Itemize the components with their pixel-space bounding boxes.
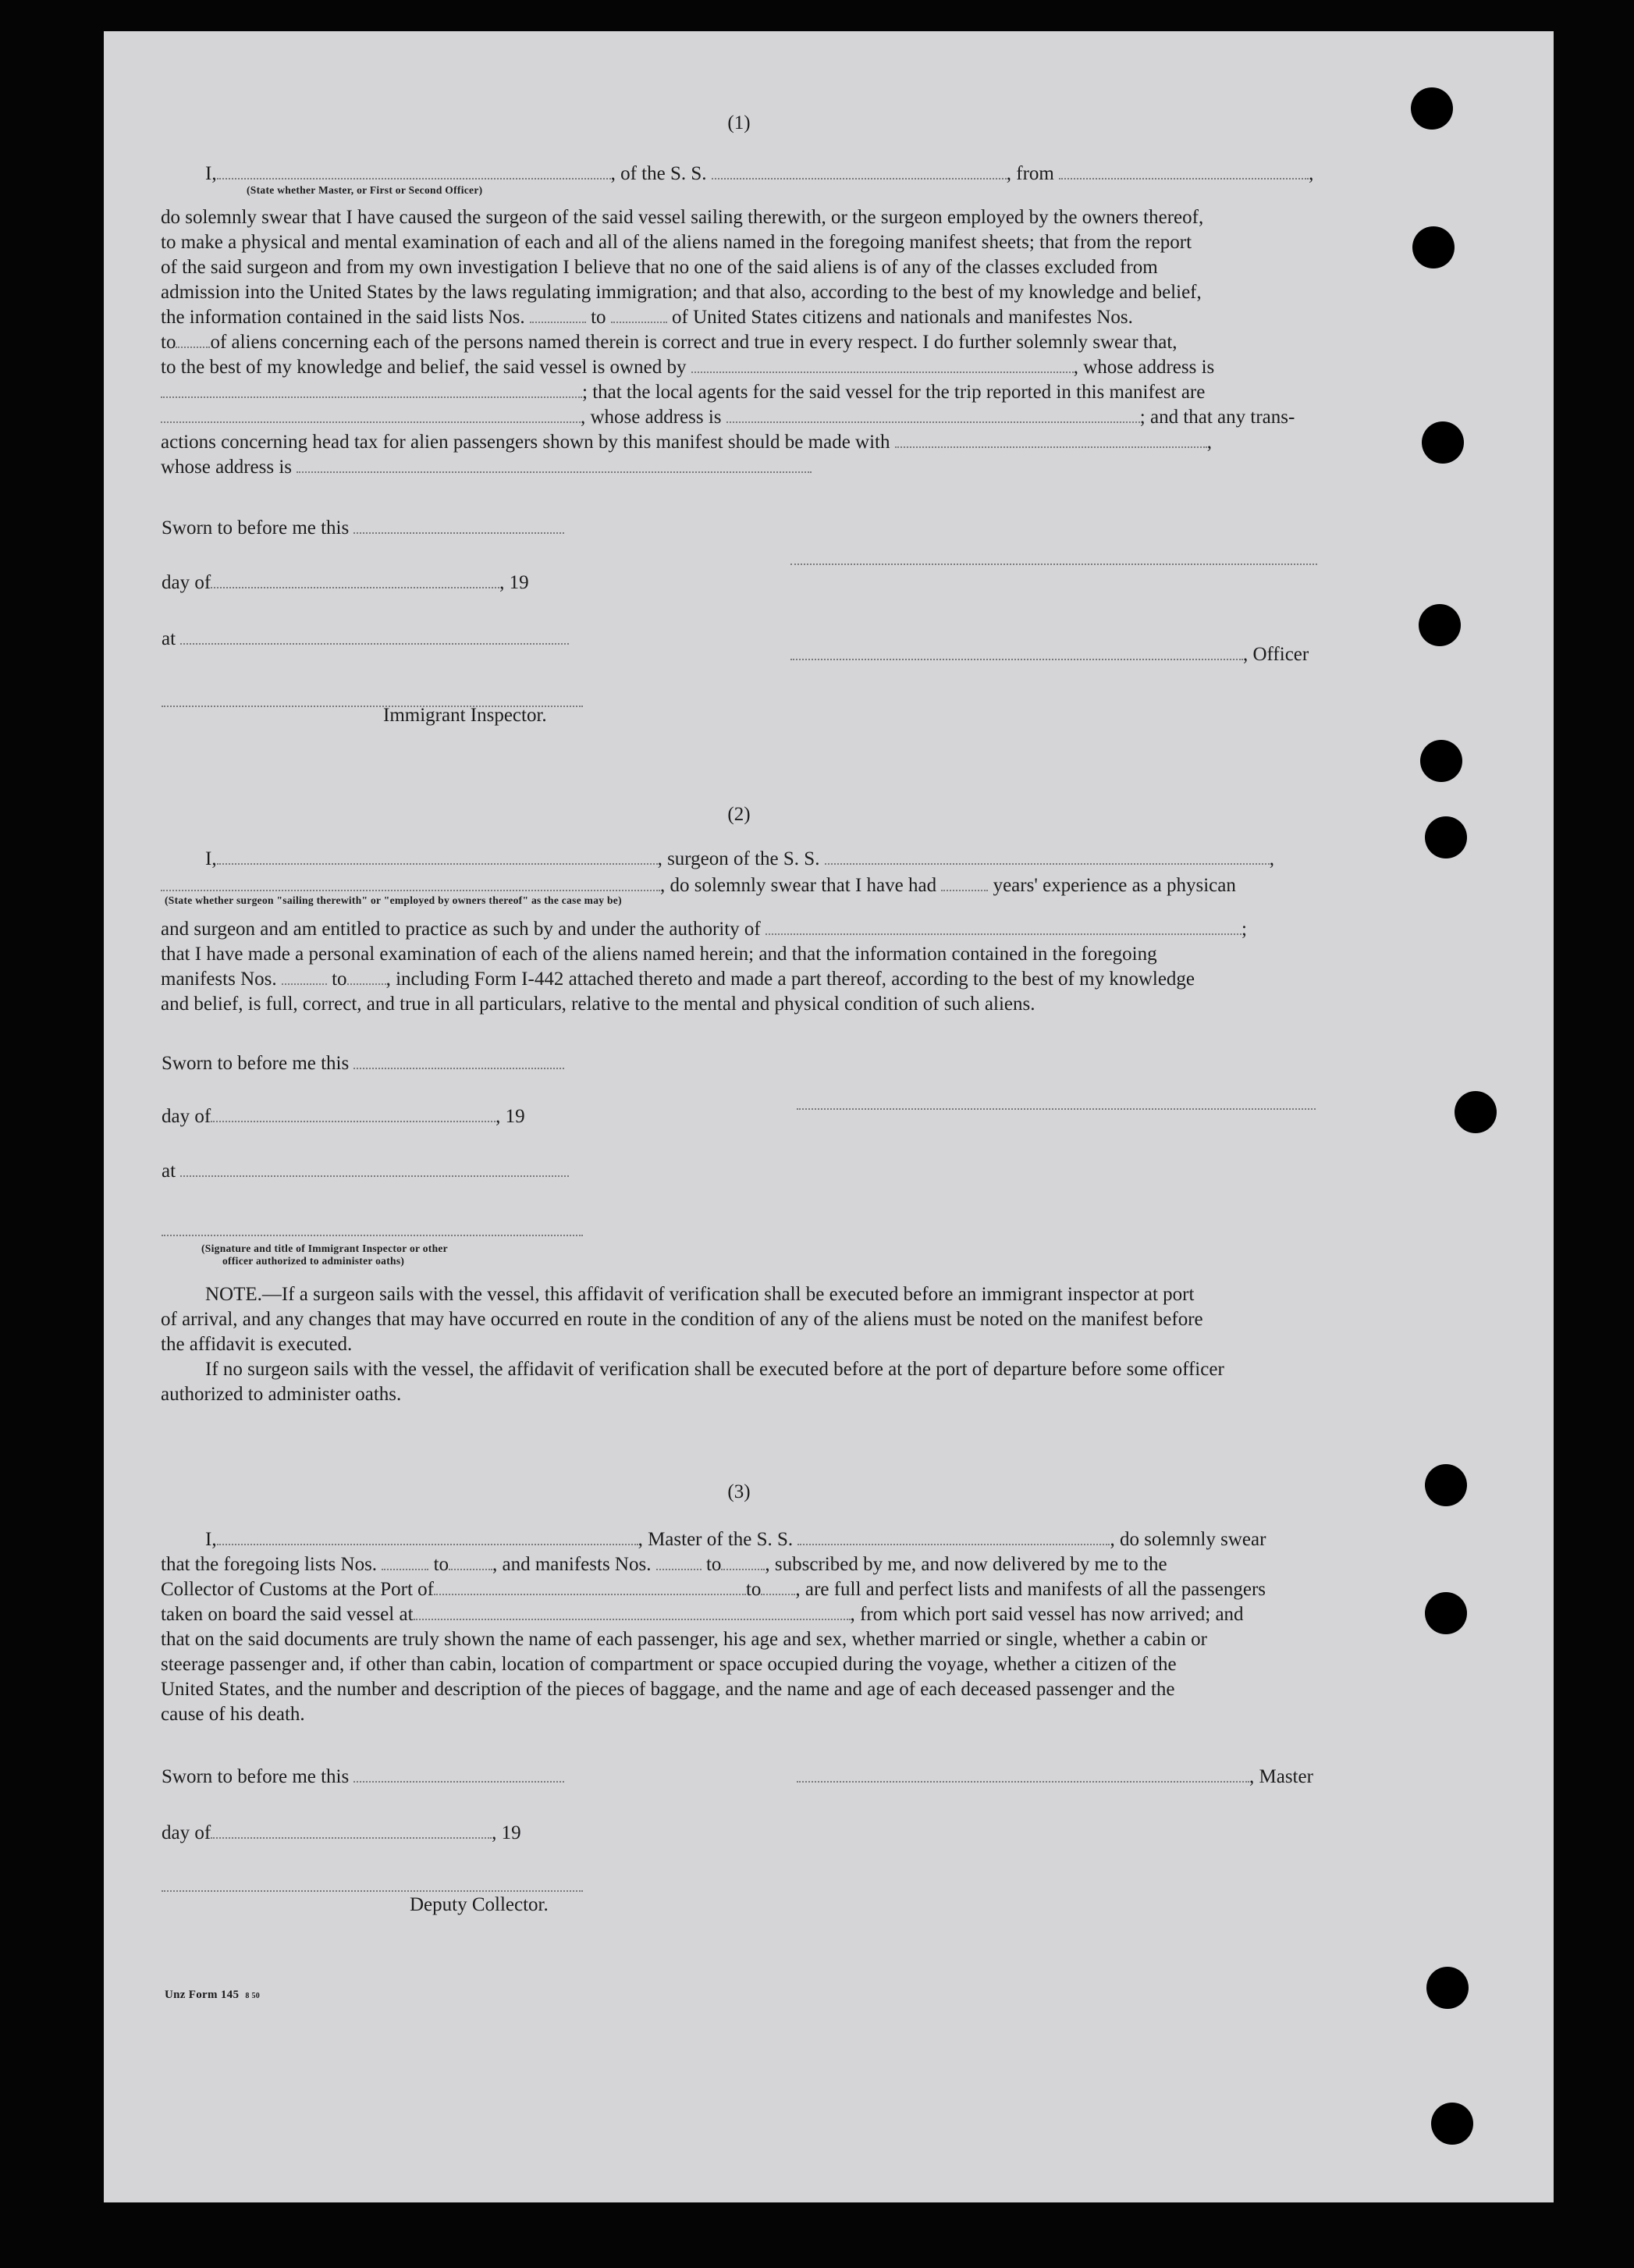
- s2-line-2: , do solemnly swear that I have had years' experience as a physican: [161, 874, 1236, 898]
- s3-line-4: taken on board the said vessel at , from which port said vessel has now arrived; and: [161, 1604, 1244, 1625]
- s2-surgeon-note: (State whether surgeon "sailing therewith" or "employed by owners thereof" as the case may be): [165, 894, 622, 906]
- s3-day-of: day of , 19: [162, 1822, 521, 1843]
- s1-line-9: ; that the local agents for the said vessel for the trip reported in this manifest are: [161, 381, 1205, 404]
- note-2-line-2: authorized to administer oaths.: [161, 1384, 402, 1405]
- binder-hole: [1411, 87, 1453, 130]
- s1-officer-note: (State whether Master, or First or Second Officer): [247, 184, 483, 196]
- note-2-line-1: If no surgeon sails with the vessel, the affidavit of verification shall be executed before at the port of departure before some officer: [205, 1359, 1224, 1380]
- s2-signature-line: [797, 1107, 1316, 1110]
- s1-signature-line: [790, 562, 1317, 565]
- binder-hole: [1420, 740, 1462, 782]
- s3-line-5: that on the said documents are truly shown the name of each passenger, his age and sex, whether married or single, whether a cabin or: [161, 1629, 1207, 1650]
- form-number: Unz Form 145 8 50: [165, 1989, 261, 2001]
- s1-line-4: of the said surgeon and from my own investigation I believe that no one of the said aliens is of any of the classes excluded from: [161, 257, 1158, 278]
- s3-line-1: I, , Master of the S. S. , do solemnly swear: [205, 1529, 1266, 1550]
- s3-line-3: Collector of Customs at the Port of to , are full and perfect lists and manifests of all the passengers: [161, 1579, 1266, 1600]
- s1-day-of: day of , 19: [162, 572, 529, 593]
- s3-line-7: United States, and the number and description of the pieces of baggage, and the name and age of each deceased passenger and the: [161, 1679, 1175, 1700]
- s1-line-7: to of aliens concerning each of the persons named therein is correct and true in every respect. I do further solemnly swear that,: [161, 332, 1178, 353]
- s2-line-4: that I have made a personal examination of each of the aliens named herein; and that the information contained in the foregoing: [161, 944, 1157, 965]
- note-1-line-3: the affidavit is executed.: [161, 1334, 353, 1355]
- s1-line-6: the information contained in the said lists Nos. to of United States citizens and nationals and manifestes Nos.: [161, 307, 1133, 328]
- s1-line-12: whose address is: [161, 456, 812, 479]
- note-1-line-1: NOTE.—If a surgeon sails with the vessel, this affidavit of verification shall be executed before an immigrant inspector at port: [205, 1284, 1195, 1305]
- s2-line-6: and belief, is full, correct, and true in all particulars, relative to the mental and physical condition of such aliens.: [161, 994, 1035, 1015]
- s2-sig-note-1: (Signature and title of Immigrant Inspector or other: [201, 1242, 448, 1254]
- binder-hole: [1426, 1967, 1469, 2009]
- binder-hole: [1425, 816, 1467, 858]
- s1-inspector-label: Immigrant Inspector.: [383, 705, 547, 726]
- s3-line-8: cause of his death.: [161, 1704, 305, 1725]
- s3-master: , Master: [797, 1765, 1313, 1789]
- s1-line-3: to make a physical and mental examination of each and all of the aliens named in the foregoing manifest sheets; that from the report: [161, 232, 1192, 253]
- binder-hole: [1425, 1464, 1467, 1506]
- s2-at: at: [162, 1160, 569, 1183]
- s2-line-1: I, , surgeon of the S. S. ,: [205, 848, 1274, 869]
- binder-hole: [1425, 1592, 1467, 1634]
- binder-hole: [1422, 421, 1464, 464]
- s3-line-6: steerage passenger and, if other than cabin, location of compartment or space occupied during the voyage, whether a citizen of the: [161, 1654, 1177, 1675]
- binder-hole: [1419, 604, 1461, 646]
- section-1-number: (1): [727, 112, 751, 133]
- s1-line-8: to the best of my knowledge and belief, the said vessel is owned by , whose address is: [161, 357, 1215, 378]
- binder-hole: [1455, 1091, 1497, 1133]
- s3-line-2: that the foregoing lists Nos. to , and manifests Nos. to , subscribed by me, and now delivered by me to the: [161, 1554, 1167, 1575]
- s1-line-5: admission into the United States by the laws regulating immigration; and that also, according to the best of my knowledge and belief,: [161, 282, 1202, 303]
- s1-line-2: do solemnly swear that I have caused the surgeon of the said vessel sailing therewith, or the surgeon employed by the owners thereof,: [161, 207, 1204, 228]
- s3-collector-line: [162, 1889, 583, 1892]
- s1-line-11: actions concerning head tax for alien passengers shown by this manifest should be made with ,: [161, 432, 1212, 453]
- s3-collector-label: Deputy Collector.: [410, 1894, 549, 1915]
- section-3-number: (3): [727, 1481, 751, 1502]
- s1-sworn: Sworn to before me this: [162, 517, 564, 540]
- s1-at: at: [162, 627, 569, 651]
- section-2-number: (2): [727, 804, 751, 825]
- s2-line-3: and surgeon and am entitled to practice as such by and under the authority of ;: [161, 919, 1247, 940]
- form-page: [104, 31, 1554, 2202]
- s2-sworn: Sworn to before me this: [162, 1052, 564, 1075]
- note-1-line-2: of arrival, and any changes that may have occurred en route in the condition of any of the aliens must be noted on the manifest before: [161, 1309, 1203, 1330]
- s1-line-1: I, , of the S. S. , from ,: [205, 163, 1314, 184]
- s1-officer: , Officer: [790, 643, 1309, 667]
- binder-hole: [1412, 226, 1455, 268]
- s2-line-5: manifests Nos. to , including Form I-442 attached thereto and made a part thereof, according to the best of my knowledge: [161, 969, 1195, 990]
- binder-hole: [1431, 2103, 1473, 2145]
- s2-inspector-line: [162, 1233, 583, 1236]
- s1-line-10: , whose address is ; and that any trans-: [161, 406, 1295, 429]
- s2-day-of: day of , 19: [162, 1106, 525, 1127]
- s3-sworn: Sworn to before me this: [162, 1765, 564, 1789]
- s2-sig-note-2: officer authorized to administer oaths): [222, 1255, 405, 1267]
